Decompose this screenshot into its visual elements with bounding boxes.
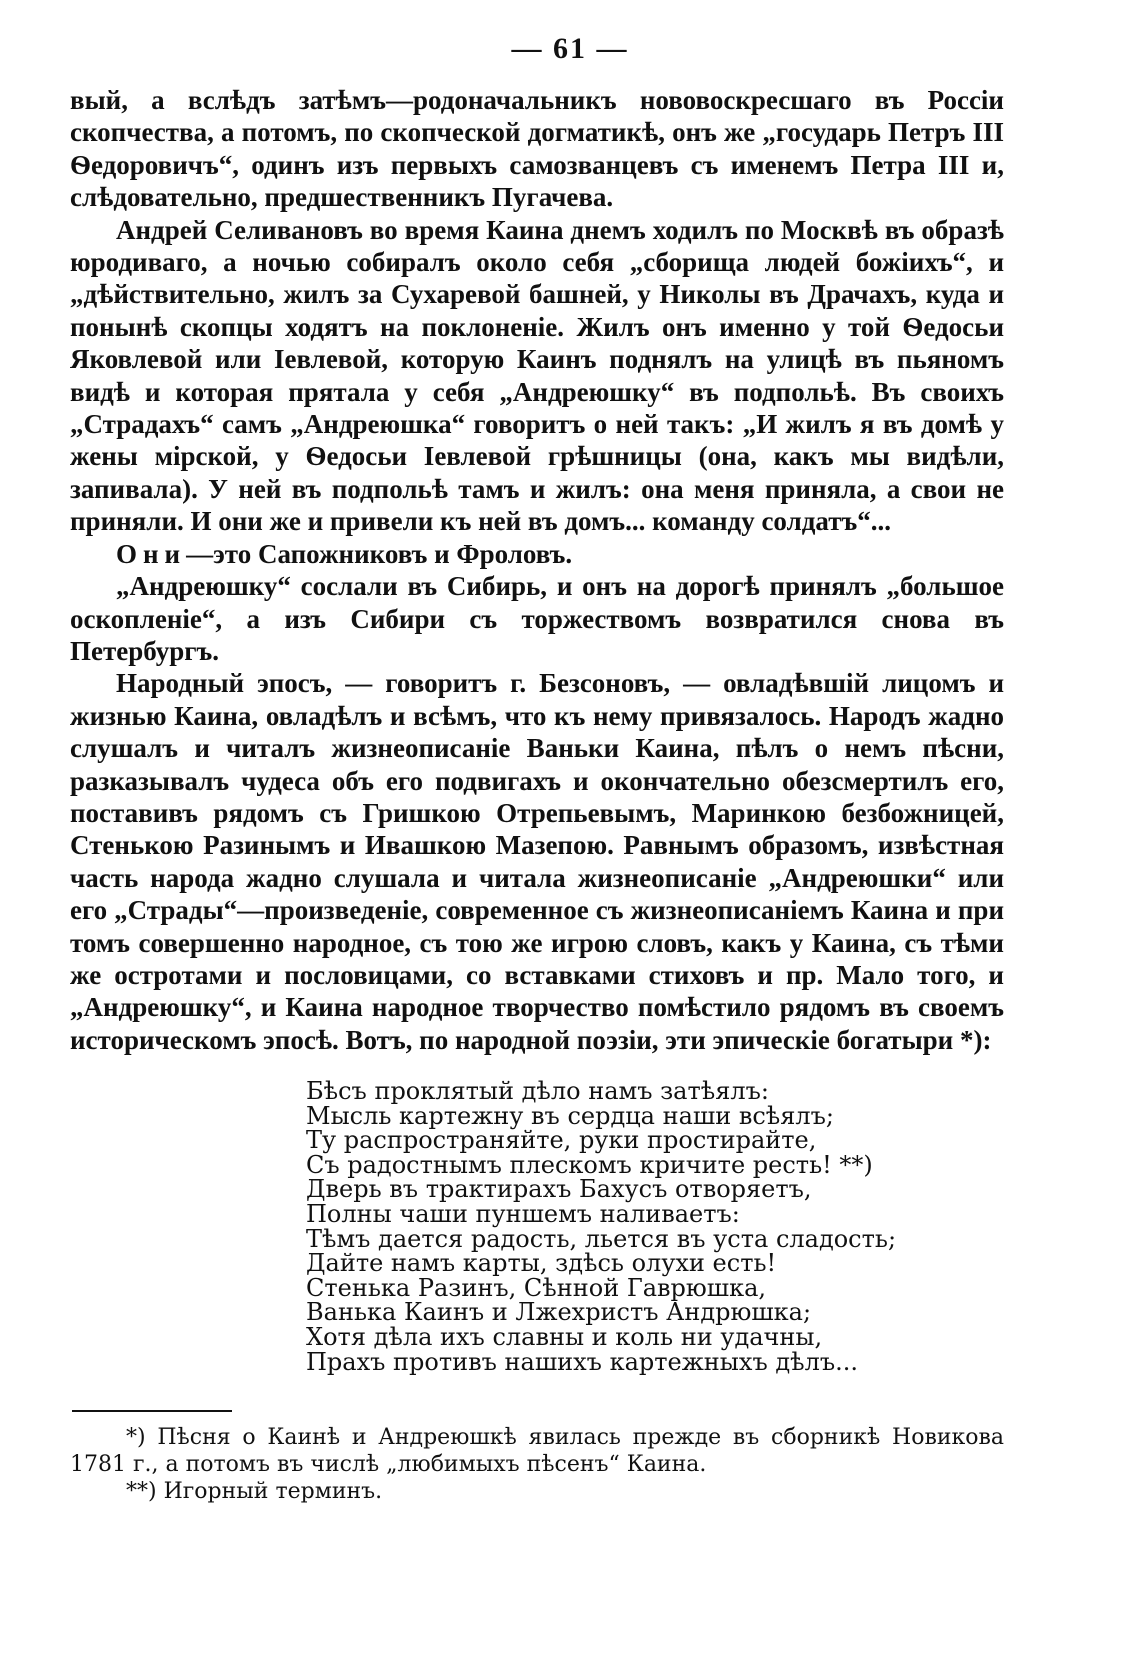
paragraph-4: „Андреюшку“ сослали въ Сибирь, и онъ на дорогѣ принялъ „большое оскопленіе“, а изъ Сибири съ торжествомъ возвратился снова въ Петербургъ.: [70, 571, 1004, 666]
poem-line: Стенька Разинъ, Сѣнной Гаврюшка,: [306, 1273, 767, 1302]
poem: [306, 1079, 1006, 1374]
footnote-divider: [72, 1410, 232, 1412]
main-text: [70, 84, 1004, 1056]
poem-line: Бѣсъ проклятый дѣло намъ затѣялъ:: [306, 1077, 769, 1105]
paragraph-3-rest: —это Сапожниковъ и Фроловъ.: [186, 538, 573, 569]
poem-line: Дайте намъ карты, здѣсь олухи есть!: [306, 1249, 777, 1278]
paragraph-3-lead: Они: [116, 538, 187, 569]
paragraph-1: вый, а вслѣдъ затѣмъ—родоначальникъ нововоскресшаго въ Россіи скопчества, а потомъ, по скопческой догматикѣ, онъ же „государь Петръ III Ѳедоровичъ“, одинъ изъ первыхъ самозванцевъ съ именемъ Петра III и, слѣдовательно, предшественникъ Пугачева.: [70, 85, 1004, 213]
page-number: — 61 —: [511, 32, 629, 65]
footnotes: [70, 1424, 1004, 1505]
poem-line: Мысль картежну въ сердца наши всѣялъ;: [306, 1101, 835, 1130]
footnote-2: **) Игорный терминъ.: [126, 1479, 383, 1504]
poem-line: Съ радостнымъ плескомъ кричите ресть! **): [306, 1150, 873, 1179]
poem-line: Полны чаши пуншемъ наливаетъ:: [306, 1199, 740, 1228]
footnote-1: *) Пѣсня о Каинѣ и Андреюшкѣ явилась прежде въ сборникѣ Новикова 1781 г., а потомъ въ числѣ „любимыхъ пѣсенъ“ Каина.: [70, 1425, 1004, 1477]
poem-line: Хотя дѣла ихъ славны и коль ни удачны,: [306, 1322, 823, 1351]
poem-line: Прахъ противъ нашихъ картежныхъ дѣлъ...: [306, 1347, 858, 1376]
paragraph-2: Андрей Селивановъ во время Каина днемъ ходилъ по Москвѣ въ образѣ юродиваго, а ночью собиралъ около себя „сборища людей божіихъ“, и „дѣйствительно, жилъ за Сухаревой башней, у Николы въ Драчахъ, куда и понынѣ скопцы ходятъ на поклоненіе. Жилъ онъ именно у той Ѳедосьи Яковлевой или Іевлевой, которую Каинъ поднялъ на улицѣ въ пьяномъ видѣ и которая прятала у себя „Андреюшку“ въ подпольѣ. Въ своихъ „Страдахъ“ самъ „Андреюшка“ говоритъ о ней такъ: „И жилъ я въ домѣ у жены мірской, у Ѳедосьи Іевлевой грѣшницы (она, какъ мы видѣли, запивала). У ней въ подпольѣ тамъ и жилъ: она меня приняла, а свои не приняли. И они же и привели къ ней въ домъ... команду солдатъ“...: [70, 214, 1004, 537]
poem-line: Тѣмъ дается радость, льется въ уста сладость;: [306, 1224, 897, 1253]
poem-line: Дверь въ трактирахъ Бахусъ отворяетъ,: [306, 1175, 812, 1204]
poem-line: Ту распространяйте, руки простирайте,: [306, 1126, 817, 1155]
paragraph-3: [70, 538, 1004, 570]
paragraph-5: Народный эпосъ, — говоритъ г. Безсоновъ, — овладѣвшій лицомъ и жизнью Каина, овладѣлъ и всѣмъ, что къ нему привязалось. Народъ жадно слушалъ и читалъ жизнеописаніе Ваньки Каина, пѣлъ о немъ пѣсни, разказывалъ чудеса объ его подвигахъ и окончательно обезсмертилъ его, поставивъ рядомъ съ Гришкою Отрепьевымъ, Маринкою безбожницей, Стенькою Разинымъ и Ивашкою Мазепою. Равнымъ образомъ, извѣстная часть народа жадно слушала и читала жизнеописаніе „Андреюшки“ или его „Страды“—произведеніе, современное съ жизнеописаніемъ Каина и при томъ совершенно народное, съ тою же игрою словъ, какъ у Каина, съ тѣми же остротами и пословицами, со вставками стиховъ и пр. Мало того, и „Андреюшку“, и Каина народное творчество помѣстило рядомъ въ своемъ историческомъ эпосѣ. Вотъ, по народной поэзіи, эти эпическіе богатыри *):: [70, 668, 1004, 1055]
poem-line: Ванька Каинъ и Лжехристъ Андрюшка;: [306, 1298, 812, 1327]
